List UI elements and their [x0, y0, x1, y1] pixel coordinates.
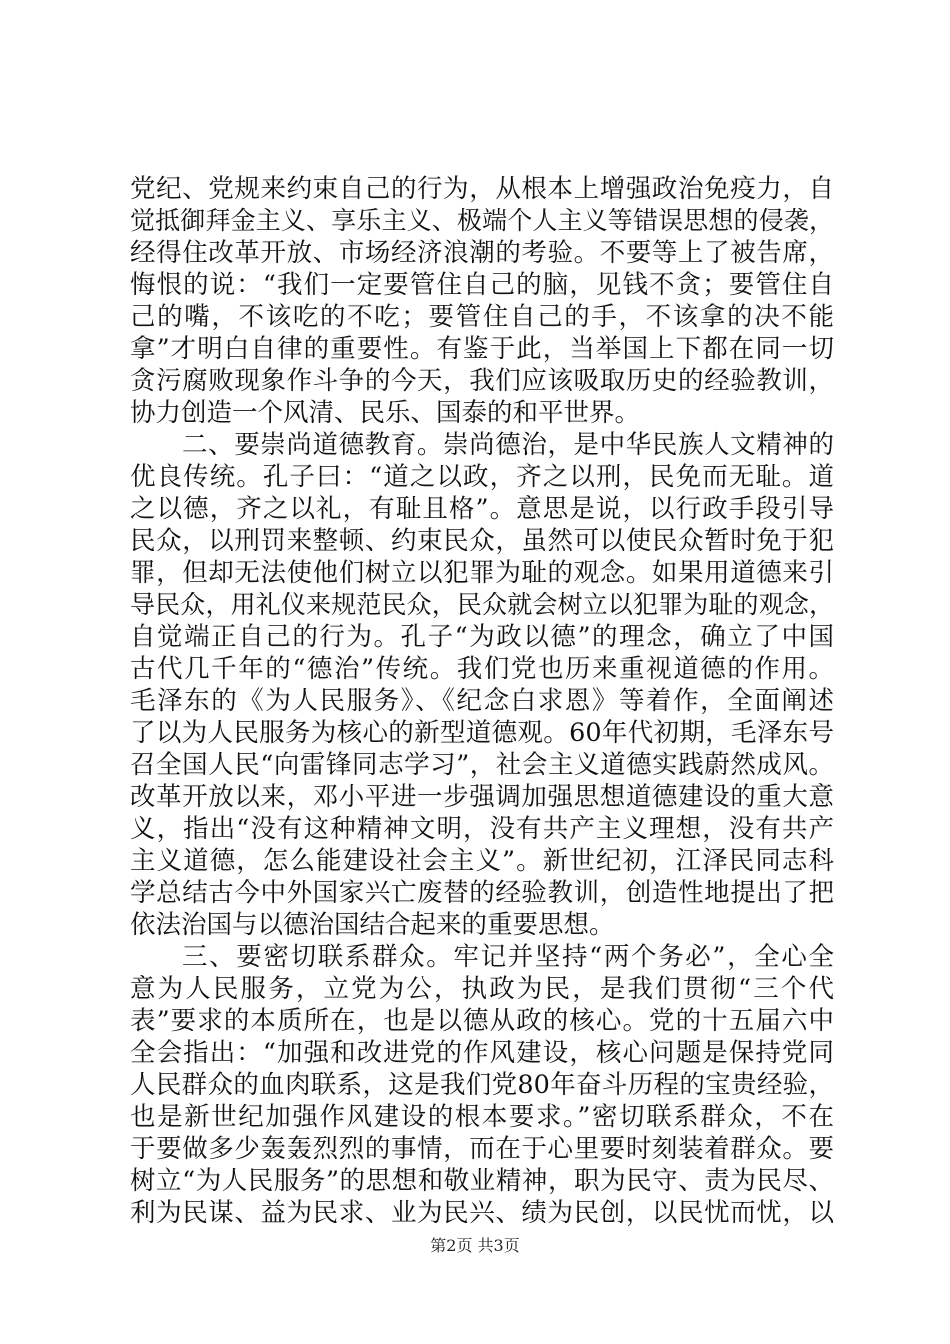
text-line: 导民众，用礼仪来规范民众，民众就会树立以犯罪为耻的观念，	[130, 590, 834, 619]
text-line: 党纪、党规来约束自己的行为，从根本上增强政治免疫力，自	[130, 174, 834, 204]
text-line: 主义道德，怎么能建设社会主义”。新世纪初，江泽民同志科	[130, 846, 834, 876]
text-line: 古代几千年的“德治”传统。我们党也历来重视道德的作用。	[130, 654, 834, 684]
text-line: 改革开放以来，邓小平进一步强调加强思想道德建设的重大意	[130, 782, 834, 812]
text-line: 也是新世纪加强作风建设的根本要求。”密切联系群众，不在	[130, 1102, 834, 1132]
text-line: 依法治国与以德治国结合起来的重要思想。	[130, 910, 615, 940]
text-line: 二、要崇尚道德教育。崇尚德治，是中华民族人文精神的	[182, 430, 834, 460]
text-line: 协力创造一个风清、民乐、国泰的和平世界。	[130, 398, 641, 428]
text-line: 利为民谋、益为民求、业为民兴、绩为民创，以民忧而忧，以	[130, 1198, 834, 1228]
text-line: 自觉端正自己的行为。孔子“为政以德”的理念，确立了中国	[130, 622, 834, 652]
text-line: 了以为人民服务为核心的新型道德观。60年代初期，毛泽东号	[130, 718, 834, 748]
text-line: 表”要求的本质所在，也是以德从政的核心。党的十五届六中	[130, 1006, 834, 1036]
text-line: 树立“为人民服务”的思想和敬业精神，职为民守、责为民尽、	[130, 1166, 834, 1196]
text-line: 学总结古今中外国家兴亡废替的经验教训，创造性地提出了把	[130, 878, 834, 908]
text-line: 拿”才明白自律的重要性。有鉴于此，当举国上下都在同一切	[130, 334, 834, 364]
page-number-footer: 第2页 共3页	[430, 1236, 520, 1255]
text-line: 全会指出：“加强和改进党的作风建设，核心问题是保持党同	[130, 1038, 834, 1068]
text-line: 罪，但却无法使他们树立以犯罪为耻的观念。如果用道德来引	[130, 558, 834, 588]
text-line: 毛泽东的《为人民服务》、《纪念白求恩》等着作，全面阐述	[130, 686, 834, 716]
text-line: 悔恨的说：“我们一定要管住自己的脑，见钱不贪；要管住自	[130, 270, 834, 300]
text-line: 人民群众的血肉联系，这是我们党80年奋斗历程的宝贵经验，	[130, 1070, 834, 1100]
text-line: 召全国人民“向雷锋同志学习”，社会主义道德实践蔚然成风。	[130, 750, 834, 780]
text-line: 之以德，齐之以礼，有耻且格”。意思是说，以行政手段引导	[130, 494, 834, 524]
text-line: 己的嘴，不该吃的不吃；要管住自己的手，不该拿的决不能	[130, 302, 834, 332]
text-line: 三、要密切联系群众。牢记并坚持“两个务必”，全心全	[182, 942, 834, 972]
text-line: 经得住改革开放、市场经济浪潮的考验。不要等上了被告席，	[130, 238, 834, 268]
text-line: 义，指出“没有这种精神文明，没有共产主义理想，没有共产	[130, 814, 834, 844]
text-line: 贪污腐败现象作斗争的今天，我们应该吸取历史的经验教训，	[130, 366, 834, 396]
text-line: 优良传统。孔子曰：“道之以政，齐之以刑，民免而无耻。道	[130, 462, 834, 492]
text-line: 觉抵御拜金主义、享乐主义、极端个人主义等错误思想的侵袭，	[130, 206, 834, 235]
text-line: 于要做多少轰轰烈烈的事情，而在于心里要时刻装着群众。要	[130, 1134, 834, 1164]
text-line: 民众，以刑罚来整顿、约束民众，虽然可以使民众暂时免于犯	[130, 526, 834, 556]
text-line: 意为人民服务，立党为公，执政为民，是我们贯彻“三个代	[130, 974, 834, 1004]
document-body	[130, 173, 834, 1229]
